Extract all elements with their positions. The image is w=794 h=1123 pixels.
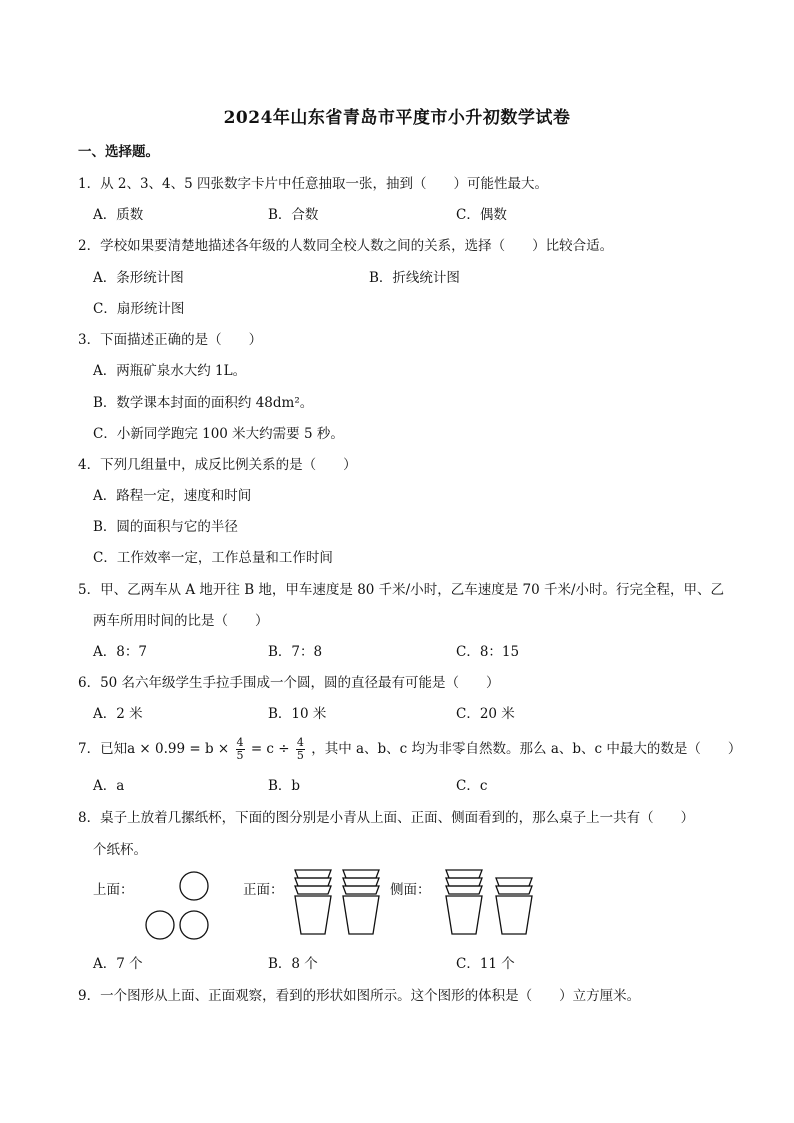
question-6-option-c: C．20 米 <box>456 706 515 722</box>
question-6-stem: 6．50 名六年级学生手拉手围成一个圆，圆的直径最有可能是（ ） <box>78 675 500 691</box>
question-5-option-a: A．8：7 <box>93 644 147 660</box>
cup-top-circle-1 <box>180 872 208 900</box>
question-3-stem: 3．下面描述正确的是（ ） <box>78 332 263 348</box>
question-5-stem-line2: 两车所用时间的比是（ ） <box>93 613 269 629</box>
fraction-2-denominator: 5 <box>296 749 304 762</box>
question-4-stem: 4．下列几组量中，成反比例关系的是（ ） <box>78 457 357 473</box>
question-3-option-a: A．两瓶矿泉水大约 1L。 <box>93 363 247 379</box>
side-stack-right <box>496 878 532 934</box>
question-7-pre: 7．已知a × 0.99 = b × <box>78 741 230 757</box>
section-heading: 一、选择题。 <box>78 144 159 160</box>
front-view-figure <box>290 866 386 938</box>
question-2-option-a: A．条形统计图 <box>93 270 184 286</box>
question-8-option-a: A．7 个 <box>93 956 143 972</box>
fraction-four-fifths-2 <box>296 737 305 762</box>
question-7-stem <box>78 731 741 767</box>
question-5-option-c: C．8：15 <box>456 644 520 660</box>
side-stack-left <box>446 870 482 934</box>
view-side-label: 侧面： <box>390 882 431 898</box>
question-4-option-c: C．工作效率一定，工作总量和工作时间 <box>93 550 333 566</box>
question-7-option-b: B．b <box>268 778 301 794</box>
side-view-figure <box>443 866 539 938</box>
question-8-stem-line2: 个纸杯。 <box>93 842 147 858</box>
question-3-option-b: B．数学课本封面的面积约 48dm²。 <box>93 395 314 411</box>
question-7-mid: = c ÷ <box>250 741 290 757</box>
front-stack-left <box>295 870 331 934</box>
top-view-figure <box>140 868 220 944</box>
question-5-option-b: B．7：8 <box>268 644 323 660</box>
question-3-option-c: C．小新同学跑完 100 米大约需要 5 秒。 <box>93 426 344 442</box>
question-7-option-a: A．a <box>93 778 125 794</box>
cup-top-circle-2 <box>146 911 174 939</box>
view-top-label: 上面： <box>93 882 134 898</box>
question-4-option-b: B．圆的面积与它的半径 <box>93 519 238 535</box>
fraction-four-fifths-1 <box>236 737 245 762</box>
front-stack-right <box>343 870 379 934</box>
question-8-option-b: B．8 个 <box>268 956 318 972</box>
question-7-post: ，其中 a、b、c 均为非零自然数。那么 a、b、c 中最大的数是（ ） <box>311 741 742 757</box>
question-6-option-a: A．2 米 <box>93 706 143 722</box>
question-6-option-b: B．10 米 <box>268 706 327 722</box>
question-4-option-a: A．路程一定，速度和时间 <box>93 488 252 504</box>
question-1-option-b: B．合数 <box>268 207 319 223</box>
cup-top-circle-3 <box>180 911 208 939</box>
question-9-stem: 9．一个图形从上面、正面观察，看到的形状如图所示。这个图形的体积是（ ）立方厘米。 <box>78 988 641 1004</box>
question-2-option-b: B．折线统计图 <box>369 270 460 286</box>
question-1-option-a: A．质数 <box>93 207 144 223</box>
exam-title: 2024年山东省青岛市平度市小升初数学试卷 <box>223 108 571 128</box>
question-2-stem: 2．学校如果要清楚地描述各年级的人数同全校人数之间的关系，选择（ ）比较合适。 <box>78 238 614 254</box>
fraction-1-denominator: 5 <box>236 749 244 762</box>
view-front-label: 正面： <box>243 882 284 898</box>
fraction-1-numerator: 4 <box>236 736 244 749</box>
question-2-option-c: C．扇形统计图 <box>93 301 185 317</box>
question-7-option-c: C．c <box>456 778 488 794</box>
question-1-stem: 1．从 2、3、4、5 四张数字卡片中任意抽取一张，抽到（ ）可能性最大。 <box>78 176 549 192</box>
fraction-2-numerator: 4 <box>296 736 304 749</box>
question-8-option-c: C．11 个 <box>456 956 515 972</box>
question-8-stem-line1: 8．桌子上放着几摞纸杯，下面的图分别是小青从上面、正面、侧面看到的，那么桌子上一共有（ ） <box>78 810 695 826</box>
question-1-option-c: C．偶数 <box>456 207 507 223</box>
question-5-stem-line1: 5．甲、乙两车从 A 地开往 B 地，甲车速度是 80 千米/小时，乙车速度是 70 千米/小时。行完全程，甲、乙 <box>78 582 725 598</box>
